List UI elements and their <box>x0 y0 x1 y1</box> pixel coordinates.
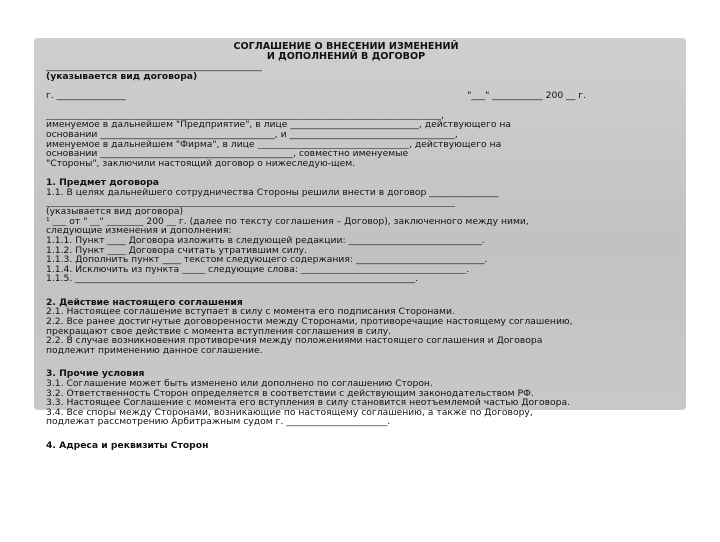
section-1-line-3: (указывается вид договора) <box>46 207 184 217</box>
section-2-line-2: 2.2. Все ранее достигнутые договоренности между Сторонами, противоречащие настоящему соглашению, <box>46 317 573 327</box>
parties-line-4: именуемое в дальнейшем "Фирма", в лице _________________________________, действующего на <box>46 139 502 150</box>
parties-line-3: основании ______________________________________, и ____________________________________, <box>46 129 458 140</box>
section-1-line-5: следующие изменения и дополнения: <box>46 226 232 236</box>
date-field: "___" ___________ 200 __ г. <box>467 90 586 102</box>
section-1-line-7: 1.1.2. Пункт ____ Договора считать утратившим силу. <box>46 245 307 256</box>
agreement-text <box>46 42 646 451</box>
contract-type-blank: _______________________________________________ <box>46 62 262 72</box>
section-1-line-10: 1.1.5. __________________________________________________________________________. <box>46 274 419 284</box>
section-1-line-6: 1.1.1. Пункт ____ Договора изложить в следующей редакции: _____________________________. <box>46 235 485 246</box>
section-2-heading: 2. Действие настоящего соглашения <box>46 297 243 308</box>
city-field: г. _______________ <box>46 90 126 102</box>
doc-title-line2: И ДОПОЛНЕНИЙ В ДОГОВОР <box>266 51 426 62</box>
section-3-line-1: 3.1. Соглашение может быть изменено или дополнено по соглашению Сторон. <box>46 379 433 389</box>
contract-type-note: (указывается вид договора) <box>46 71 198 82</box>
parties-line-2: именуемое в дальнейшем "Предприятие", в лице ____________________________, действующего на <box>46 120 512 130</box>
document-page <box>34 30 686 542</box>
parties-line-5: основании __________________________________________, совместно именуемые <box>46 149 409 159</box>
section-2-line-3: прекращают свое действие с момента вступления соглашения в силу. <box>46 326 392 337</box>
section-3-line-2: 3.2. Ответственность Сторон определяется в соответствии с действующим законодательством РФ. <box>46 388 534 399</box>
section-2-line-5: подлежит применению данное соглашение. <box>46 345 263 356</box>
doc-title-line1: СОГЛАШЕНИЕ О ВНЕСЕНИИ ИЗМЕНЕНИЙ <box>233 41 459 52</box>
section-1-line-4: ¹ ___ от " __" ________ 200 __ г. (далее по тексту соглашения – Договор), заключенного между ними, <box>46 216 529 227</box>
section-3-line-5: подлежат рассмотрению Арбитражным судом г. ______________________. <box>46 417 391 427</box>
section-2-line-1: 2.1. Настоящее соглашение вступает в силу с момента его подписания Сторонами. <box>46 307 455 318</box>
section-3-line-3: 3.3. Настоящее Соглашение с момента его вступления в силу становится неотъемлемой частью Договора. <box>46 398 571 408</box>
section-3-heading: 3. Прочие условия <box>46 369 145 380</box>
parties-line-6: "Стороны", заключили настоящий договор о нижеследую-щем. <box>46 158 356 169</box>
section-4-heading: 4. Адреса и реквизиты Сторон <box>46 441 209 451</box>
section-1-line-2: _________________________________________________________________________________________ <box>46 197 455 208</box>
section-3-line-4: 3.4. Все споры между Сторонами, возникающие по настоящему соглашению, а также по Договору, <box>46 407 533 418</box>
section-1-line-1: 1.1. В целях дальнейшего сотрудничества Стороны решили внести в договор _______________ <box>46 187 499 198</box>
place-date-row <box>46 91 646 101</box>
section-1-heading: 1. Предмет договора <box>46 178 160 188</box>
parties-line-1: ______________________________________________________________________________________, <box>46 110 444 121</box>
section-2-line-4: 2.2. В случае возникновения противоречия между положениями настоящего соглашения и Договора <box>46 336 543 346</box>
section-1-line-8: 1.1.3. Дополнить пункт ____ текстом следующего содержания: ____________________________. <box>46 255 488 265</box>
section-1-line-9: 1.1.4. Исключить из пункта _____ следующие слова: ____________________________________. <box>46 264 470 275</box>
